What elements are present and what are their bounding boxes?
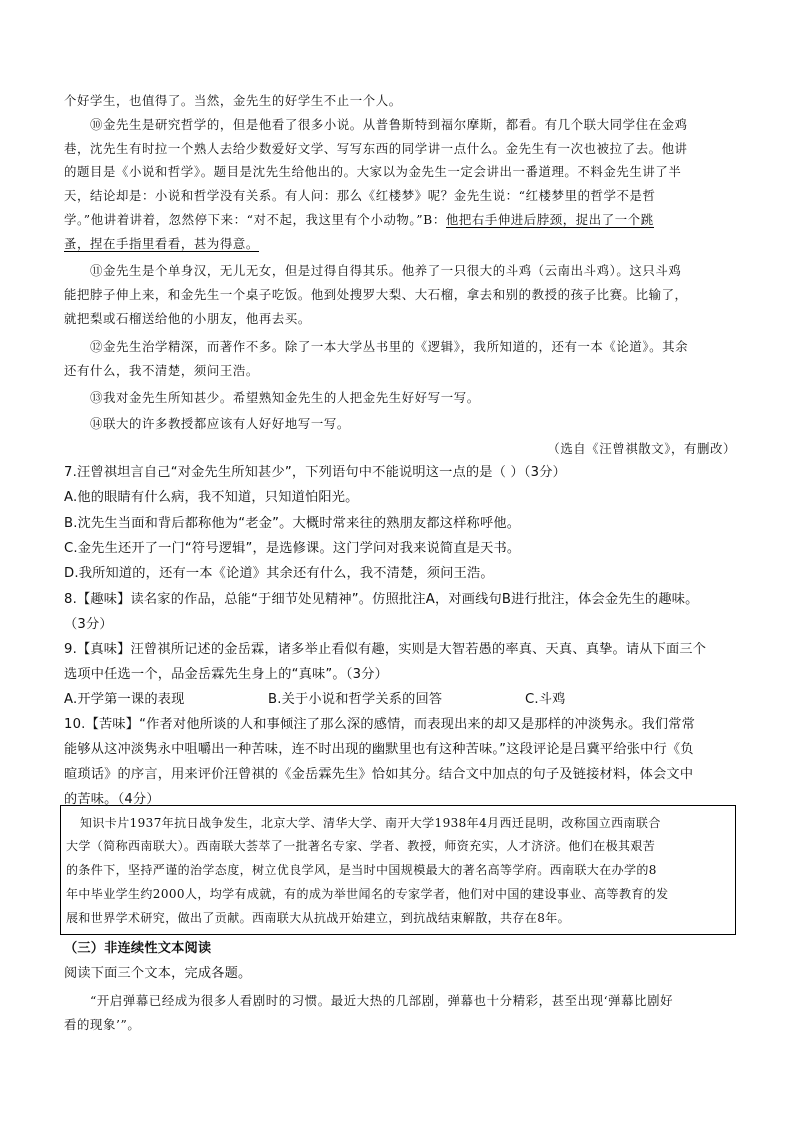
passage-line: 还有什么，我不清楚，须问王浩。 — [64, 363, 259, 378]
passage-line: 的题目是《小说和哲学》。题目是沈先生给他出的。大家以为金先生一定会讲出一番道理。不料金先生讲了半 — [64, 164, 682, 179]
question-10-cont: 的苦味。（4分） — [64, 792, 160, 807]
q7-option-a: A.他的眼睛有什么病，我不知道，只知道怕阳光。 — [64, 490, 359, 505]
passage-line: 能把脖子伸上来，和金先生一个桌子吃饭。他到处搜罗大梨、大石榴，拿去和别的教授的孩子比赛。比输了， — [64, 287, 688, 302]
passage-line: 巷，沈先生有时拉一个熟人去给少数爱好文学、写写东西的同学讲一点什么。金先生有一次也被拉了去。他讲 — [64, 141, 688, 156]
question-10-cont: 暄琐话》的序言，用来评价汪曾祺的《金岳霖先生》恰如其分。结合文中加点的句子及链接材料，体会文中 — [64, 767, 694, 782]
passage-line: 就把梨或石榴送给他的小朋友，他再去买。 — [64, 311, 311, 326]
question-8-score: （3分） — [64, 617, 113, 632]
passage-line — [64, 211, 736, 229]
q9-option-b: B.关于小说和哲学关系的回答 — [268, 692, 443, 707]
question-9: 9.【真味】汪曾祺所记述的金岳霖，诸多举止看似有趣，实则是大智若愚的率真、天真、真挚。请从下面三个 — [64, 642, 707, 657]
knowledge-card-line: 的条件下，坚持严谨的治学态度，树立优良学风，是当时中国规模最大的著名高等学府。西南联大在办学的8 — [66, 863, 657, 877]
knowledge-card-line: 年中毕业学生约2000人，均学有成就，有的成为举世闻名的专家学者，他们对中国的建设事业、高等教育的发 — [66, 887, 669, 901]
q7-option-d: D.我所知道的，还有一本《论道》其余还有什么，我不清楚，须问王浩。 — [64, 566, 494, 581]
passage-text: 学。”他讲着讲着，忽然停下来：“对不起，我这里有个小动物。”B： — [64, 212, 446, 227]
underlined-sentence-b: 他把右手伸进后脖颈，捉出了一个跳 — [445, 212, 654, 227]
section-heading: （三）非连续性文本阅读 — [64, 941, 212, 956]
text-1-line: 看的现象’”。 — [64, 1017, 141, 1032]
question-10: 10.【苦味】“作者对他所谈的人和事倾注了那么深的感情，而表现出来的却又是那样的冲淡隽永。我们常常 — [64, 717, 696, 732]
knowledge-card-line: 展和世界学术研究，做出了贡献。西南联大从抗战开始建立，到抗战结束解散，共存在8年。 — [66, 911, 571, 925]
question-10-cont: 能够从这冲淡隽永中咀嚼出一种苦味，连不时出现的幽默里也有这种苦味。”这段评论是吕冀平给张中行《负 — [64, 742, 694, 757]
q7-option-c: C.金先生还开了一门“符号逻辑”，是选修课。这门学问对我来说简直是天书。 — [64, 541, 521, 556]
passage-line: 天，结论却是：小说和哲学没有关系。有人问：那么《红楼梦》呢？金先生说：“红楼梦里的哲学不是哲 — [64, 188, 656, 203]
paragraph-13: ⑬我对金先生所知甚少。希望熟知金先生的人把金先生好好写一写。 — [90, 390, 480, 405]
knowledge-card-line: 知识卡片1937年抗日战争发生，北京大学、清华大学、南开大学1938年4月西迁昆明，改称国立西南联合 — [80, 816, 661, 830]
paragraph-14: ⑭联大的许多教授都应该有人好好地写一写。 — [90, 416, 350, 431]
knowledge-card-line: 大学（简称西南联大）。西南联大荟萃了一批著名专家、学者、教授，师资充实，人才济济。他们在极其艰苦 — [66, 839, 656, 853]
text-1-line: “开启弹幕已经成为很多人看剧时的习惯。最近大热的几部剧，弹幕也十分精彩，甚至出现‘弹幕比剧好 — [90, 993, 674, 1008]
section-instruction: 阅读下面三个文本，完成各题。 — [64, 966, 252, 981]
source-citation: （选自《汪曾祺散文》，有删改） — [547, 441, 736, 456]
question-9-cont: 选项中任选一个，品金岳霖先生身上的“真味”。（3分） — [64, 667, 388, 682]
passage-line — [64, 235, 736, 253]
q7-option-b: B.沈先生当面和背后都称他为“老金”。大概时常来往的熟朋友都这样称呼他。 — [64, 516, 521, 531]
question-8: 8.【趣味】读名家的作品，总能“于细节处见精神”。仿照批注A，对画线句B进行批注，体会金先生的趣味。 — [64, 592, 699, 607]
underlined-sentence-b-cont: 蚤，捏在手指里看看，甚为得意。 — [64, 236, 259, 251]
q9-option-a: A.开学第一课的表现 — [64, 692, 185, 707]
paragraph-12: ⑫金先生治学精深，而著作不多。除了一本大学丛书里的《逻辑》，我所知道的，还有一本《论道》。其余 — [90, 339, 689, 354]
question-7: 7.汪曾祺坦言自己“对金先生所知甚少”，下列语句中不能说明这一点的是（ ）（3分） — [64, 465, 566, 480]
passage-line: 个好学生，也值得了。当然，金先生的好学生不止一个人。 — [64, 93, 402, 108]
paragraph-11: ⑪金先生是个单身汉，无儿无女，但是过得自得其乐。他养了一只很大的斗鸡（云南出斗鸡）。这只斗鸡 — [90, 263, 682, 278]
q9-option-c: C.斗鸡 — [525, 692, 566, 707]
paragraph-10: ⑩金先生是研究哲学的，但是他看了很多小说。从普鲁斯特到福尔摩斯，都看。有几个联大同学住在金鸡 — [90, 117, 688, 132]
